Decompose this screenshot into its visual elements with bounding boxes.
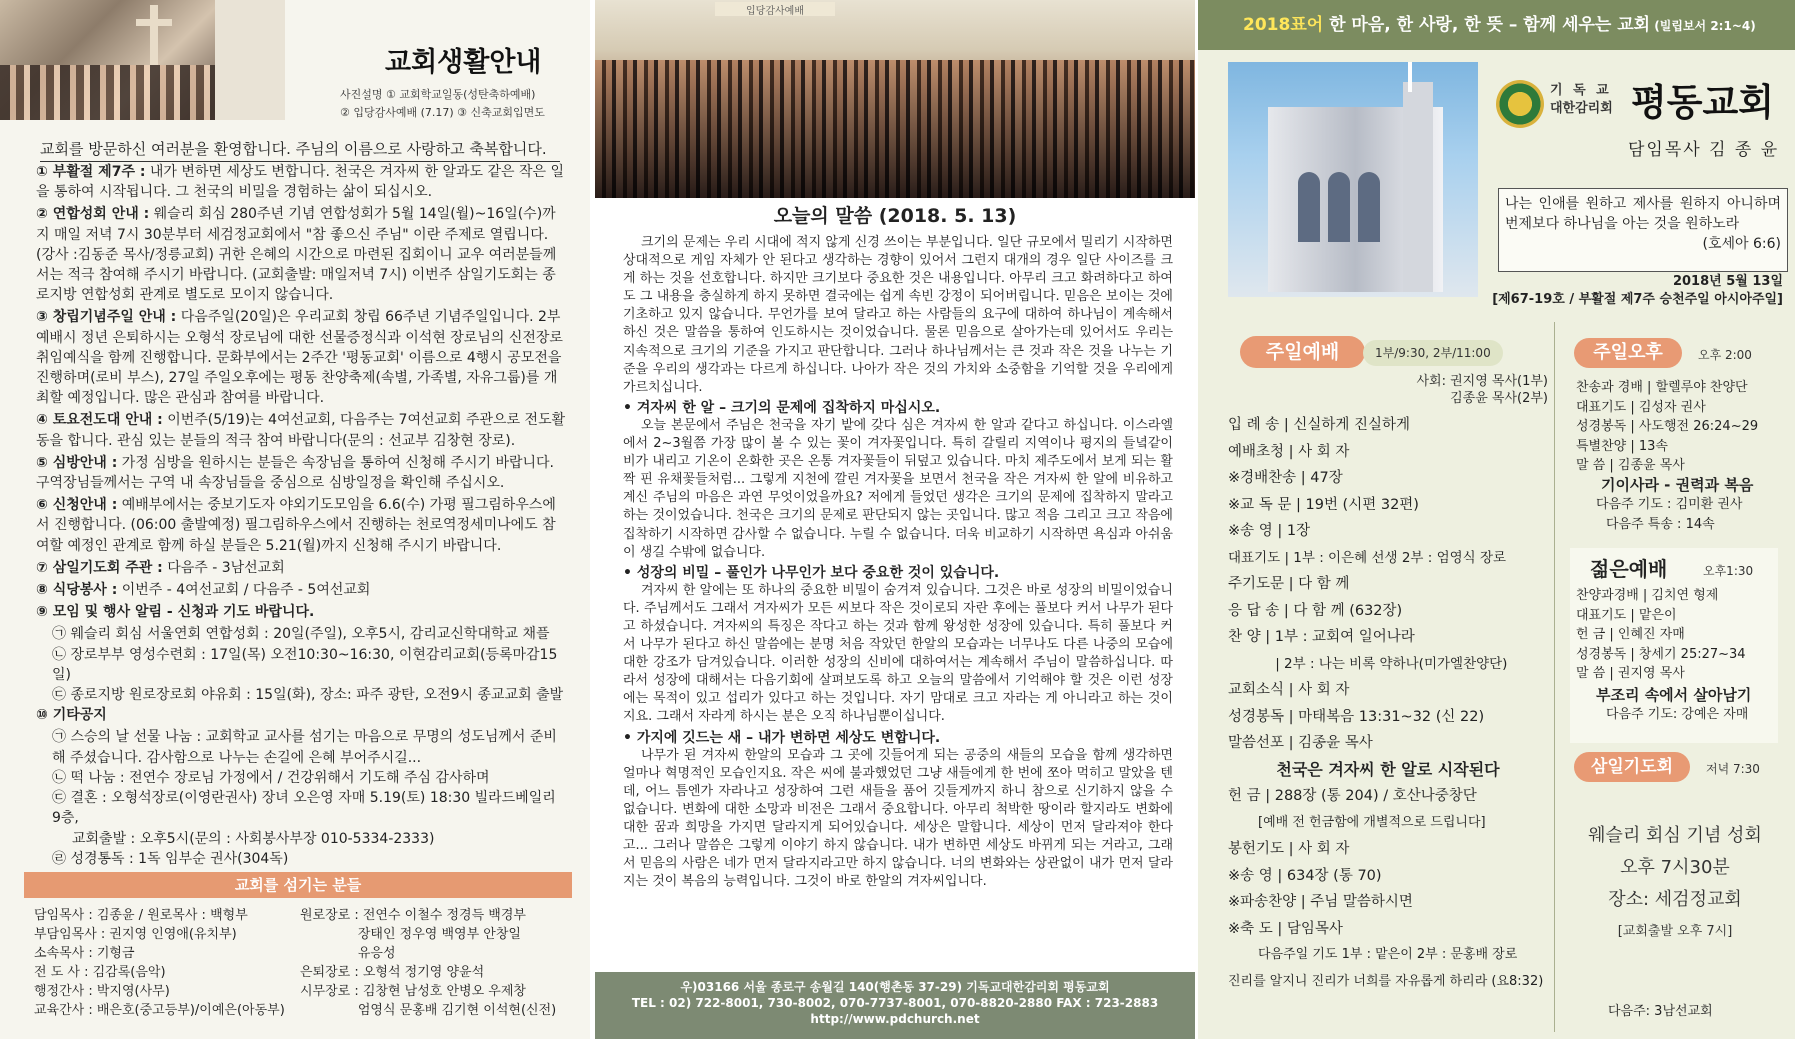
photo-banner: 입당감사예배 — [715, 2, 835, 16]
order-row: ※교 독 문 | 19번 (시편 32편) — [1228, 496, 1419, 513]
afternoon-order — [1576, 378, 1758, 534]
wednesday-prayer-time: 저녁 7:30 — [1706, 762, 1760, 776]
sub-item: 교회출발 : 오후5시(문의 : 사회봉사부장 010-5334-2333) — [72, 830, 435, 847]
staff-row: 유응성 — [300, 946, 396, 961]
staff-row: 부담임목사 : 권지영 인영애(유치부) — [34, 927, 237, 942]
sermon-body — [623, 234, 1173, 891]
youth-order — [1576, 586, 1751, 725]
motto-reference: (빌립보서 2:1~4) — [1650, 19, 1756, 33]
order-row: ※송 영 | 634장 (통 70) — [1228, 867, 1382, 884]
order-row: 예배초청 | 사 회 자 — [1228, 443, 1350, 460]
wednesday-next-week: 다음주: 3남선교회 — [1608, 1004, 1713, 1019]
sermon-heading: • 겨자씨 한 알 – 크기의 문제에 집착하지 마십시오. — [623, 399, 941, 416]
cross-icon — [150, 5, 158, 65]
order-row: 주기도문 | 다 함 께 — [1228, 576, 1350, 592]
wednesday-info: 웨슬리 회심 기념 성회 오후 7시30분 장소: 세검정교회 [교회출발 오후 7시] — [1588, 825, 1762, 939]
sub-item: ㉡ 장로부부 영성수련회 : 17일(목) 오전10:30~16:30, 이현감리교회(등록마감15일) — [52, 646, 558, 683]
contact-footer — [595, 972, 1195, 1039]
website-link[interactable]: http://www.pdchurch.net — [810, 1012, 980, 1026]
tower — [1403, 82, 1433, 292]
staff-row: 교육간사 : 배은호(중고등부)/이예은(아동부) — [34, 1003, 285, 1018]
order-row: 특별찬양 | 13속 — [1576, 438, 1668, 454]
staff-row: 엄영식 문홍배 김기현 이석현(신전) — [300, 1003, 557, 1018]
staff-row: 담임목사 : 김종윤 / 원로목사 : 백형부 — [34, 908, 248, 923]
order-row: 말 씀 | 권지영 목사 — [1576, 666, 1685, 681]
church-building-image — [1228, 62, 1478, 297]
motto-year: 2018표어 — [1243, 15, 1324, 35]
order-row: 헌 금 | 288장 (통 204) / 호산나중창단 — [1228, 788, 1477, 804]
verse-text: 나는 인애를 원하고 제사를 원하지 아니하며 번제보다 하나님을 아는 것을 원하노라 — [1505, 196, 1781, 232]
sermon-paragraph: 나무가 된 겨자씨 한알의 모습과 그 곳에 깃들어게 되는 공중의 새들의 모습을 함께 생각하면 얼마나 혁명적인 모습인지요. 작은 씨에 불과했었던 그냥 새들에게 한 번에 쪼아 먹히고 말았을 텐데, 어느 틈엔가 자라나고 성장하여 그런 새들을 품어 깃들게까지 하니 참으로 신기하지 않을 수 없습니다. 변화에 대한 소망과 비전은 그래서 중요합니다. 아무리 척박한 땅이라 할지라도 변화에 대한 꿈과 희망을 가지면 달라지게 되어있습니다. 세상은 말합니다. 세상이 먼저 달라져야 한다고... 그러나 말씀은 그렇게 이야기 하지 않습니다. 내가 변하면 세상도 바뀌게 되는 거라고, 그래서 믿음의 사람은 네가 먼저 달라지라고만 하지 않습니다. 너의 변화와는 상관없이 내가 먼저 달라지는 것이 복음의 능력입니다. 그것이 바로 한알의 겨자씨입니다. — [623, 747, 1173, 890]
next-week-special: 다음주 특송 : 14속 — [1606, 516, 1715, 532]
order-row: 대표기도 | 맡은이 — [1576, 607, 1677, 623]
order-row: 대표기도 | 1부 : 이은혜 선생 2부 : 엄영식 장로 — [1228, 549, 1507, 566]
column-divider — [1554, 322, 1555, 1032]
next-week-prayer: 다음주 기도: 강예은 자매 — [1606, 707, 1749, 722]
list-item: ⑩ 기타공지 — [36, 707, 107, 724]
senior-pastor: 담임목사 김 종 윤 — [1628, 140, 1780, 160]
closing-verse: 진리를 알지니 진리가 너희를 자유롭게 하리라 (요8:32) — [1228, 973, 1544, 989]
staff-row: 은퇴장로 : 오형석 정기영 양윤석 — [300, 965, 485, 980]
order-row: 교회소식 | 사 회 자 — [1228, 682, 1350, 698]
sermon-panel — [595, 0, 1195, 1039]
motto-bar — [1198, 0, 1795, 50]
order-row: 헌 금 | 인혜진 자매 — [1576, 627, 1685, 642]
order-row: 입 례 송 | 신실하게 진실하게 — [1228, 417, 1411, 433]
order-row: ※축 도 | 담임목사 — [1228, 920, 1343, 937]
order-row: 성경봉독 | 마태복음 13:31~32 (신 22) — [1228, 708, 1485, 725]
staff-row: 장태인 정우영 백영부 안창일 — [300, 927, 521, 942]
order-row: 응 답 송 | 다 함 께 (632장) — [1228, 602, 1403, 619]
worship-leaders: 사회: 권지영 목사(1부) 김종윤 목사(2부) — [1416, 374, 1548, 406]
order-row: 성경봉독 | 사도행전 26:24~29 — [1576, 419, 1759, 434]
worship-order — [1228, 412, 1548, 995]
list-item: ① 부활절 제7주 : 내가 변하면 세상도 변합니다. 천국은 겨자씨 한 알과도 같은 작은 일을 통하여 시작됩니다. 그 천국의 비밀을 경험하는 삶이 되십시오. — [36, 164, 564, 201]
sunday-worship-time: 1부/9:30, 2부/11:00 — [1363, 340, 1503, 366]
list-item: ③ 창립기념주일 안내 : 다음주일(20일)은 우리교회 창립 66주년 기념주일입니다. 2부예배시 정년 은퇴하시는 오형석 장로님에 대한 선물증정식과 이석현 장로님의 신전장로취임예식을 함께 진행합니다. 문화부에서는 2주간 '평동교회' 이름으로 4행시 공모전을 진행하며(로비 부스), 27일 주일오후에는 평동 찬양축제(속별, 가족별, 자유그룹)를 개최할 예정입니다. 많은 관심과 참여를 바랍니다. — [36, 309, 563, 407]
caption-line: 사진설명 ① 교회학교일동(성탄축하예배) — [340, 88, 536, 101]
sub-item: ㉣ 성경통독 : 1독 임부순 권사(304독) — [52, 850, 289, 867]
list-item: ⑥ 신청안내 : 예배부에서는 중보기도자 야외기도모임을 6.6(수) 가평 필그림하우스에서 진행합니다. (06:00 출발예정) 필그림하우스에서 진행하는 천로역정세미나에도 참여할 예정인 관계로 함께 하실 분들은 5.21(월)까지 신청해 주시기 바랍니다. — [36, 497, 556, 554]
sermon-heading: • 성장의 비밀 – 풀인가 나무인가 보다 중요한 것이 있습니다. — [623, 564, 1000, 581]
order-row: ※경배찬송 | 47장 — [1228, 470, 1343, 486]
order-row: 찬송과 경배 | 할렐루야 찬양단 — [1576, 380, 1748, 395]
window — [1358, 172, 1380, 242]
welcome-text: 교회를 방문하신 여러분을 환영합니다. 주님의 이름으로 사랑하고 축복합니다. — [40, 138, 560, 162]
order-row: 말씀선포 | 김종윤 목사 — [1228, 735, 1373, 751]
youth-sermon-title: 부조리 속에서 살아남기 — [1596, 685, 1752, 704]
list-item: ② 연합성회 안내 : 웨슬리 회심 280주년 기념 연합성회가 5월 14일(월)~16일(수)까지 매일 저녁 7시 30분부터 세검정교회에서 "참 좋으신 주님" 이란 주제로 열립니다. (강사 :김동준 목사/정릉교회) 귀한 은혜의 시간으로 마련된 집회이니 교우 여러분들께서는 적극 참여해 주시기 바랍니다. (교회출발: 매일저녁 7시) 이번주 삼일기도회는 종로지방 연합성회 관계로 별도로 모이지 않습니다. — [36, 206, 557, 304]
staff-section-title: 교회를 섬기는 분들 — [24, 872, 572, 898]
sermon-paragraph: 크기의 문제는 우리 시대에 적지 않게 신경 쓰이는 부분입니다. 일단 규모에서 밀리기 시작하면 상대적으로 게임 자체가 안 된다고 생각하는 경향이 있어서 그런지 대개의 경우 일단 사이즈를 크게 하는 것을 선호합니다. 하지만 크기보다 중요한 것은 내용입니다. 아무리 크고 화려하다고 하여도 그 내용을 충실하게 하지 못하면 결국에는 쉽게 속빈 강정이 되어버립니다. 믿음은 보이는 것에 기초하고 있지 않습니다. 무언가를 보여 달라고 하는 사람들의 요구에 대하여 하나님이 계속해서 하신 것은 말씀을 통하여 인도하시는 것이었습니다. 물론 믿음으로 살아가는데 있어서도 우리는 지속적으로 크기의 기준을 가지고 판단합니다. 그러나 하나님께서는 큰 것과 작은 것을 나누는 기준을 우리의 생각과는 다르게 하십니다. 나아가 작은 것의 가치와 소중함을 기억할 것을 우리에게 가르치십니다. — [623, 235, 1173, 395]
staff-row: 전 도 사 : 김감록(음악) — [34, 965, 166, 980]
youth-worship-label: 젊은예배 — [1590, 557, 1668, 581]
list-item: ⑦ 삼일기도회 주관 : 다음주 - 3남선교회 — [36, 559, 285, 576]
afternoon-worship-time: 오후 2:00 — [1698, 348, 1752, 362]
list-item: ⑤ 심방안내 : 가정 심방을 원하시는 분들은 속장님을 통하여 신청해 주시기 바랍니다. 구역장님들께서는 구역 내 속장님들을 중심으로 심방일정을 확인해 주십시오. — [36, 454, 554, 492]
sunday-school-photo — [0, 0, 285, 120]
page-title: 교회생활안내 — [385, 47, 542, 78]
wednesday-prayer-label: 삼일기도회 — [1574, 752, 1690, 782]
order-row: ※파송찬양 | 주님 말씀하시면 — [1228, 894, 1413, 910]
window — [1328, 172, 1350, 242]
order-row: 봉헌기도 | 사 회 자 — [1228, 841, 1350, 857]
order-row: 찬 양 | 1부 : 교회여 일어나라 — [1228, 629, 1415, 645]
sermon-paragraph: 겨자씨 한 알에는 또 하나의 중요한 비밀이 숨겨져 있습니다. 그것은 바로 성장의 비밀이었습니다. 주님께서도 그래서 겨자씨가 모든 씨보다 작은 것이로되 자란 후에는 풀보다 커서 나무가 된다고 하셨습니다. 겨자씨의 특징은 작다고 하는 것과 함께 왕성한 성장에 있습니다. 특히 풀보다 커서 나무가 된다고 하신 말씀에는 분명 처음 작았던 한알의 모습과는 너무나도 다른 나중의 모습에 대한 강조가 담겨있습니다. 이러한 성장의 신비에 대하여서는 계속해서 주님이 말씀하십니다. 따라서 성장에 대해서는 다음기회에 살펴보도록 하고 오늘의 말씀에서 기억해야 할 것은 이런 성장에는 목적이 있고 섭리가 있다고 하는 것입니다. 자기 맘대로 크고 자라는 게 아니라고 하는 것이지요. 그래서 자라게 하시는 분은 오직 하나님뿐이십니다. — [623, 582, 1173, 725]
staff-row: 행정간사 : 박지영(사무) — [34, 984, 170, 999]
order-row: ※송 영 | 1장 — [1228, 523, 1311, 539]
sermon-heading: • 가지에 깃드는 새 – 내가 변하면 세상도 변합니다. — [623, 729, 941, 746]
order-row: | 2부 : 나는 비록 약하나(미가엘찬양단) — [1228, 655, 1508, 672]
staff-row: 시무장로 : 김창현 남성호 안병오 우제창 — [300, 984, 526, 999]
next-week-prayer: 다음주 기도 : 김미환 권사 — [1596, 497, 1743, 512]
list-item: ⑨ 모임 및 행사 알림 - 신청과 기도 바랍니다. — [36, 604, 315, 621]
list-item: ④ 토요전도대 안내 : 이번주(5/19)는 4여선교회, 다음주는 7여선교회 주관으로 전도활동을 합니다. 관심 있는 분들의 적극 참여 바랍니다(문의 : 선교부 김창현 장로). — [36, 412, 566, 449]
staff-row: 소속목사 : 기형금 — [34, 946, 135, 961]
staff-list-right — [300, 906, 556, 1020]
announcements-panel — [0, 0, 590, 1039]
youth-worship-time: 오후1:30 — [1703, 564, 1754, 578]
sermon-paragraph: 오늘 본문에서 주님은 천국을 자기 밭에 갖다 심은 겨자씨 한 알과 같다고 하십니다. 이스라엘에서 2~3월쯤 가장 많이 볼 수 있는 꽃이 겨자꽃입니다. 특히 갈릴리 지역이나 평지의 들녘같이 비가 내리고 기온이 온화한 곳은 온통 겨자꽃들이 뒤덮고 있습니다. 마치 제주도에서 보게 되는 활짝 핀 유채꽃들처럼... 그렇게 지천에 깔린 겨자꽃을 보면서 천국을 작은 겨자씨 한 알에 비유하고 계신 주님의 마음은 과연 무엇이었을까요? 저에게 들었던 생각은 크기의 문제에 집착하지 말라고 하는 것이었습니다. 천국은 크기의 문제로 판단되지 않는 곳입니다. 많고 적음 그리고 크고 작음에 집착하기 시작하면 감사할 수 없습니다. 누릴 수 없습니다. 더욱 비교하기 시작하면 욕심과 아쉬움이 생길 수밖에 없습니다. — [623, 417, 1173, 560]
building-elevation-photo — [215, 0, 285, 120]
afternoon-worship-label: 주일오후 — [1574, 338, 1682, 368]
sub-item: ㉢ 결혼 : 오형석장로(이영란권사) 장녀 오은영 자매 5.19(토) 18:30 빌라드베일리 9층, — [52, 790, 556, 827]
photo-captions — [340, 86, 545, 122]
window — [1298, 172, 1320, 242]
order-row: 대표기도 | 김성자 권사 — [1576, 399, 1706, 415]
list-item: ⑧ 식당봉사 : 이번주 - 4여선교회 / 다음주 - 5여선교회 — [36, 582, 371, 599]
sub-item: ㉠ 스승의 날 선물 나눔 : 교회학교 교사를 섬기는 마음으로 무명의 성도님께서 준비해 주셨습니다. 감사함으로 나누는 손길에 은혜 부어주시길... — [52, 729, 557, 766]
order-row: 말 씀 | 김종윤 목사 — [1576, 458, 1685, 473]
order-row: 찬양과경배 | 김치연 형제 — [1576, 588, 1719, 603]
staff-list-left — [34, 906, 285, 1020]
motto-text: 한 마음, 한 사랑, 한 뜻 – 함께 세우는 교회 — [1323, 15, 1651, 35]
bulletin-date: 2018년 5월 13일 [제67-19호 / 부활절 제7주 승천주일 아시아주일] — [1492, 274, 1783, 307]
issue-number: [제67-19호 / 부활절 제7주 승천주일 아시아주일] — [1492, 292, 1783, 307]
caption-line: ② 입당감사예배 (7.17) ③ 신축교회입면도 — [340, 106, 545, 119]
phone-fax: TEL : 02) 722-8001, 730-8002, 070-7737-8001, 070-8820-2880 FAX : 723-2883 — [631, 996, 1159, 1010]
cross-icon — [1408, 62, 1412, 92]
next-week-prayer: 다음주일 기도 1부 : 맡은이 2부 : 문홍배 장로 — [1258, 947, 1518, 962]
verse-reference: (호세아 6:6) — [1702, 236, 1781, 252]
verse-box — [1498, 188, 1788, 272]
order-row: 성경봉독 | 창세기 25:27~34 — [1576, 646, 1746, 662]
address: 우)03166 서울 종로구 송월길 140(행촌동 37-29) 기독교대한감리회 평동교회 — [680, 980, 1110, 994]
congregation-photo — [595, 0, 1195, 198]
order-note: [예배 전 헌금함에 개별적으로 드립니다] — [1258, 814, 1486, 830]
sermon-heading: 천국은 겨자씨 한 알로 시작된다 — [1276, 759, 1500, 779]
staff-row: 원로장로 : 전연수 이철수 정경득 백경부 — [300, 908, 526, 923]
worship-order-panel — [1198, 0, 1795, 1039]
church-name: 평동교회 — [1631, 80, 1774, 124]
denomination: 기 독 교 대한감리회 — [1550, 83, 1613, 116]
sunday-worship-label: 주일예배 — [1240, 336, 1365, 368]
crowd-image — [595, 60, 1195, 198]
sub-item: ㉢ 종로지방 원로장로회 야유회 : 15일(화), 장소: 파주 광탄, 오전9시 종교교회 출발 — [52, 687, 564, 704]
sub-item: ㉠ 웨슬리 회심 서울연회 연합성회 : 20일(주일), 오후5시, 감리교신학대학교 채플 — [52, 626, 550, 643]
sub-item: ㉡ 떡 나눔 : 전연수 장로님 가정에서 / 건강위해서 기도해 주심 감사하며 — [52, 769, 490, 786]
methodist-logo-icon — [1496, 80, 1544, 128]
sermon-title: 오늘의 말씀 (2018. 5. 13) — [773, 205, 1017, 227]
afternoon-sermon-title: 기이사라 - 권력과 복음 — [1601, 475, 1754, 494]
announcement-list — [36, 162, 566, 869]
